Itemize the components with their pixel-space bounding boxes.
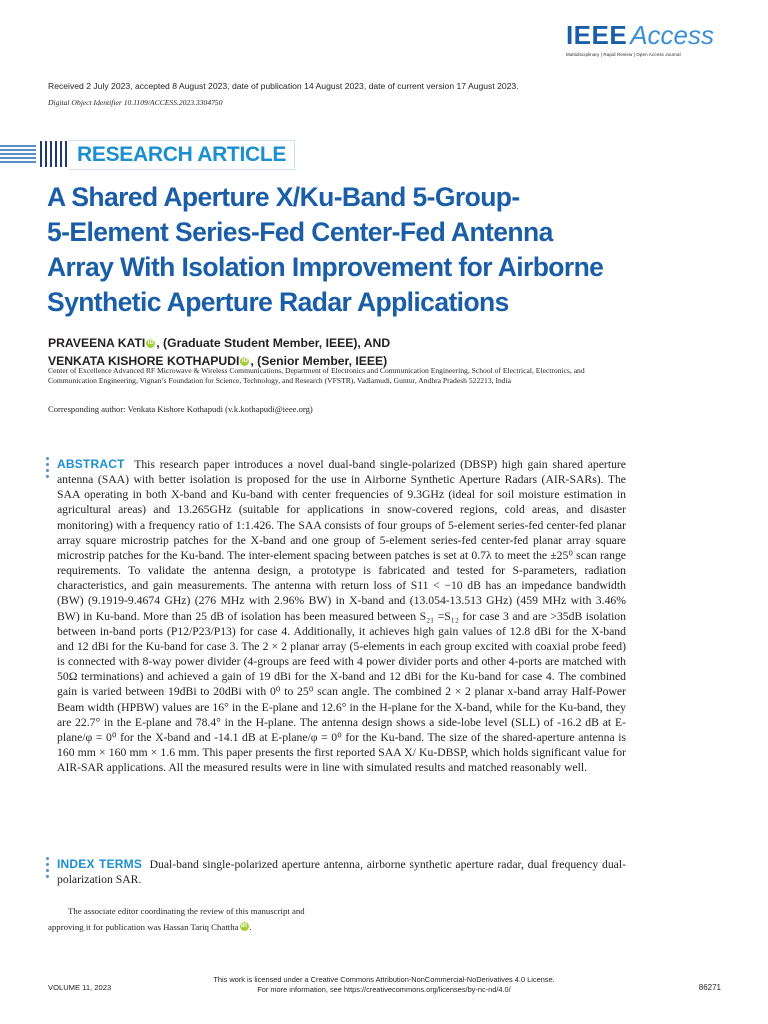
editor-note-period: .	[249, 922, 252, 932]
title-line: Synthetic Aperture Radar Applications	[47, 287, 509, 317]
index-terms-text: Dual-band single-polarized aperture antenna, airborne synthetic aperture radar, dual frequency dual-polarization SAR.	[57, 858, 626, 887]
article-type-banner	[69, 140, 295, 170]
title-line: Array With Isolation Improvement for Airborne	[47, 252, 604, 282]
author-2-role: , (Senior Member, IEEE)	[250, 354, 388, 368]
ieee-access-logo	[566, 22, 714, 48]
abstract-dots-decoration	[46, 457, 49, 481]
editor-note-line-2	[48, 919, 305, 935]
index-terms-dots-decoration	[46, 857, 49, 881]
title-line: A Shared Aperture X/Ku-Band 5-Group-	[47, 182, 520, 212]
article-type: RESEARCH ARTICLE	[77, 143, 287, 166]
author-1	[48, 334, 390, 352]
orcid-icon[interactable]: iD	[241, 923, 248, 929]
editor-note	[48, 903, 305, 935]
orcid-icon[interactable]: iD	[241, 358, 248, 364]
affiliation: Center of Excellence Advanced RF Microwave & Wireless Communications, Department of Electronics and Communication Engineering, School of Electrical, Electronics, and Communication Engineering, Vignan’s Foundation for Science, Technology, and Research (VFSTR), Vadlamudi, Guntur, Andhra Pradesh 522213, India	[48, 366, 585, 385]
journal-masthead	[566, 22, 714, 57]
license-line-1: This work is licensed under a Creative Commons Attribution-NonCommercial-NoDerivatives 4.0 License.	[213, 975, 555, 984]
index-terms-label: INDEX TERMS	[57, 857, 143, 871]
license-line-2[interactable]: For more information, see https://creativecommons.org/licenses/by-nc-nd/4.0/	[257, 985, 511, 994]
abstract-text: This research paper introduces a novel dual-band single-polarized (DBSP) high gain shared aperture antenna (SAA) with better isolation is proposed for the use in Airborne Synthetic Aperture Radars (AIR-SARs). The SAA operating in both X-band and Ku-band with center frequencies of 9.3GHz (ideal for soil moisture estimation in agricultural areas) and 13.265GHz (suitable for applications in snow-covered regions, cold areas, and disaster monitoring) with a frequency ratio of 1:1.426. The SAA consists of four groups of 5-element series-fed center-fed planar array square microstrip patches for the X-band and one group of 5-element series-fed center-fed planar array square microstrip patches for the Ku-band. The inter-element spacing between patches is set at 0.7λ to meet the ±25⁰ scan range requirements. To validate the antenna design, a prototype is fabricated and tested for S-parameters, radiation characteristics, and gain measurements. The antenna with return loss of S11 < −10 dB has an impedance bandwidth (BW) (9.1919-9.4674 GHz) (276 MHz with 2.96% BW) in X-band and (13.054-13.513 GHz) (459 MHz with 3.46% BW) in Ku-band. More than 25 dB of isolation has been measured between S₂₁ =S₁₂ for case 3 and are >35dB isolation between in-band ports (P12/P23/P13) for case 4. Additionally, it achieves high gain values of 12.8 dBi for the X-band and 12 dBi for the Ku-band for case 3. The 2 × 2 planar array (5-elements in each group excited with coaxial probe feed) is connected with 8-way power divider (4-groups are feed with 4 power divider ports and other 4-ports are matched with 50Ω terminations) and achieved a gain of 19 dBi for the X-band and 12 dBi for the Ku-band for case 4. The combined gain is varied between 19dBi to 20dBi with 0⁰ to 25⁰ scan angle. The combined 2 × 2 planar x-band array Half-Power Beam width (HPBW) values are 16° in the E-plane and 12.6° in the H-plane for the X-band, while for the Ku-band, they are 22.7° in the E-plane and 78.4° in the H-plane. The antenna design shows a side-lobe level (SLL) of -16.2 dB at E-plane/φ = 0⁰ for the X-band and -14.1 dB at E-plane/φ = 0⁰ for the Ku-band. The size of the shared-aperture antenna is 160 mm × 160 mm × 1.6 mm. This paper presents the first reported SAA X/ Ku-DBSP, which holds significant value for AIR-SAR applications. All the measured results were in line with simulated results and matched reasonably well.	[57, 458, 626, 775]
orcid-icon[interactable]: iD	[147, 340, 154, 346]
banner-decoration-bars	[40, 141, 70, 167]
journal-tagline: Multidisciplinary | Rapid Review | Open Access Journal	[565, 52, 681, 57]
banner-decoration-lines	[0, 145, 36, 165]
index-terms	[57, 857, 626, 888]
doi: Digital Object Identifier 10.1109/ACCESS.2023.3304750	[48, 98, 223, 107]
author-1-name: PRAVEENA KATI	[48, 336, 146, 350]
publication-dates: Received 2 July 2023, accepted 8 August 2023, date of publication 14 August 2023, date of current version 17 August 2023.	[48, 81, 519, 91]
author-list	[48, 334, 390, 370]
corresponding-author: Corresponding author: Venkata Kishore Kothapudi (v.k.kothapudi@ieee.org)	[48, 404, 313, 414]
license-notice	[0, 975, 768, 995]
paper-title	[47, 180, 647, 320]
author-2-name: VENKATA KISHORE KOTHAPUDI	[48, 354, 240, 368]
title-line: 5-Element Series-Fed Center-Fed Antenna	[47, 217, 553, 247]
logo-access: Access	[630, 20, 714, 50]
author-1-role: , (Graduate Student Member, IEEE), AND	[156, 336, 391, 350]
logo-ieee: IEEE	[565, 20, 628, 50]
editor-note-text: approving it for publication was Hassan Tariq Chattha	[48, 922, 239, 932]
abstract-label: ABSTRACT	[57, 457, 125, 471]
volume-label: VOLUME 11, 2023	[48, 983, 112, 992]
abstract	[57, 457, 626, 775]
editor-note-line-1: The associate editor coordinating the review of this manuscript and	[68, 906, 305, 916]
page-number: 86271	[698, 983, 721, 992]
